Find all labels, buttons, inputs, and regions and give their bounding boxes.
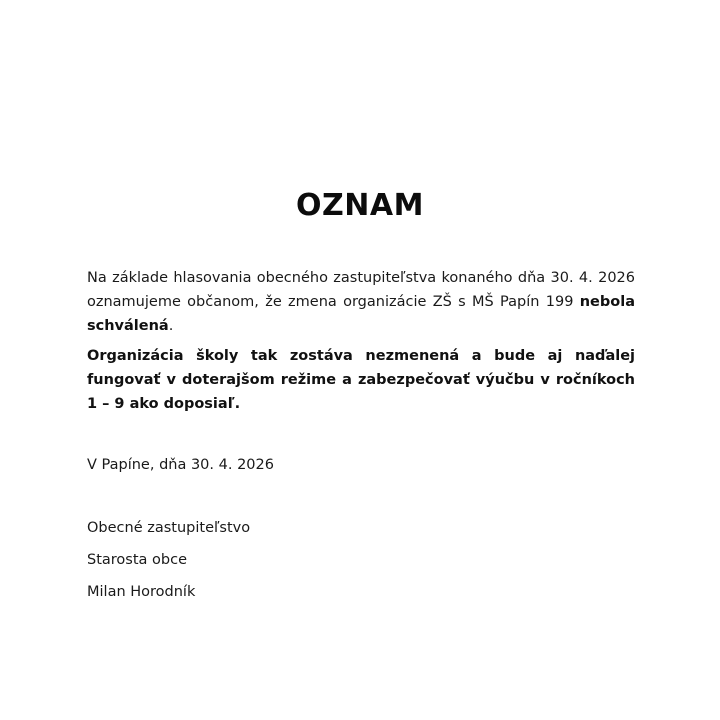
decision-result-bold: nebola schválená [87,294,635,334]
decision-text: Na základe hlasovania obecného zastupiteľstva konaného dňa 30. 4. 2026 oznamujeme občanom, že zmena organizácie ZŠ s MŠ Papín 199 [87,270,635,310]
notice-paragraph-decision [87,266,635,338]
notice-paragraph-school-status: Organizácia školy tak zostáva nezmenená a bude aj naďalej fungovať v doterajšom režime a zabezpečovať výučbu v ročníkoch 1 – 9 ako doposiaľ. [87,348,635,412]
decision-text-end: . [168,318,174,334]
notice-title: OZNAM [296,188,424,223]
signature-name: Milan Horodník [87,584,196,600]
signature-role: Starosta obce [87,552,187,568]
signature-body: Obecné zastupiteľstvo [87,520,251,536]
place-and-date: V Papíne, dňa 30. 4. 2026 [87,457,274,473]
